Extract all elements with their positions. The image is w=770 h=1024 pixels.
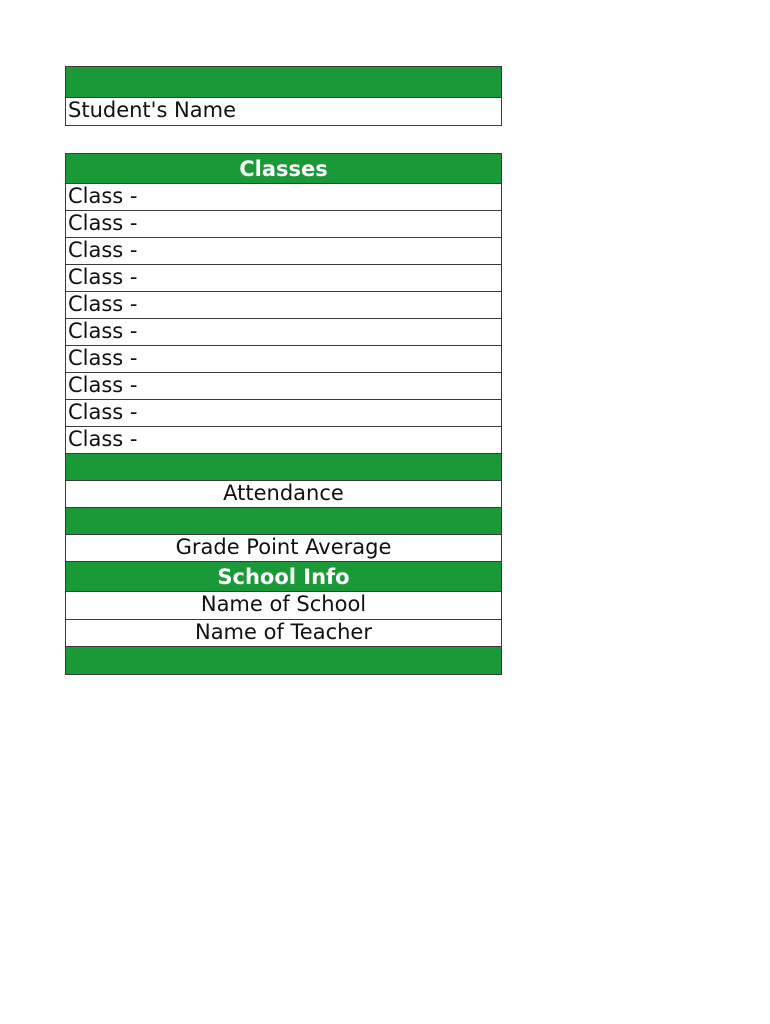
class-row xyxy=(65,319,502,346)
class-label: Class - xyxy=(68,373,138,397)
class-row xyxy=(65,238,502,265)
gpa-cell xyxy=(65,535,502,562)
class-label: Class - xyxy=(68,400,138,424)
school-info-header-label: School Info xyxy=(217,565,350,589)
class-row xyxy=(65,211,502,238)
class-row xyxy=(65,292,502,319)
teacher-name-cell xyxy=(65,620,502,647)
classes-list xyxy=(65,184,502,454)
attendance-cell xyxy=(65,481,502,508)
class-row xyxy=(65,346,502,373)
class-row xyxy=(65,184,502,211)
bottom-green-band xyxy=(65,647,502,675)
gpa-label: Grade Point Average xyxy=(175,535,392,559)
attendance-label: Attendance xyxy=(223,481,344,505)
class-label: Class - xyxy=(68,319,138,343)
top-green-band xyxy=(65,66,502,98)
school-info-header xyxy=(65,562,502,592)
report-card-sheet xyxy=(65,66,502,675)
class-label: Class - xyxy=(68,238,138,262)
class-row xyxy=(65,265,502,292)
school-name-label: Name of School xyxy=(200,592,367,616)
class-label: Class - xyxy=(68,427,138,451)
student-name-label: Student's Name xyxy=(68,98,237,122)
gpa-green-band xyxy=(65,508,502,535)
class-label: Class - xyxy=(68,211,138,235)
class-row xyxy=(65,400,502,427)
school-name-cell xyxy=(65,592,502,620)
classes-header-label: Classes xyxy=(239,157,328,181)
section-gap xyxy=(65,126,502,153)
class-label: Class - xyxy=(68,292,138,316)
class-row xyxy=(65,427,502,454)
class-label: Class - xyxy=(68,265,138,289)
student-name-cell xyxy=(65,98,502,126)
class-row xyxy=(65,373,502,400)
attendance-green-band xyxy=(65,454,502,481)
class-label: Class - xyxy=(68,346,138,370)
teacher-name-label: Name of Teacher xyxy=(194,620,372,644)
classes-header xyxy=(65,153,502,184)
class-label: Class - xyxy=(68,184,138,208)
